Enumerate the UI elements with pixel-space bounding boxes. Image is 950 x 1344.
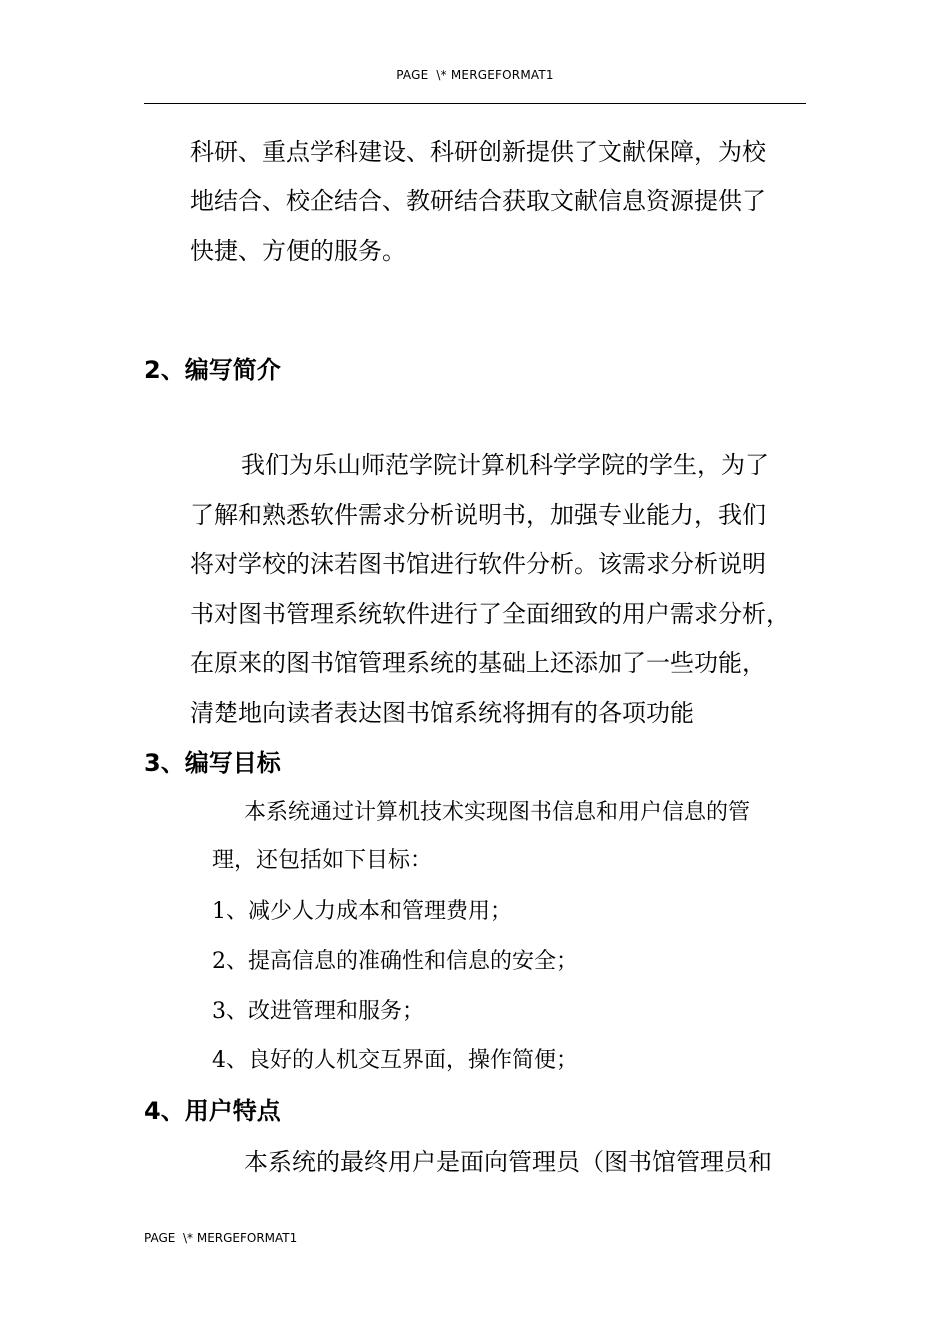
section-heading-2: 2、编写简介 xyxy=(144,356,281,384)
header-field-code: PAGE \* MERGEFORMAT1 xyxy=(396,68,554,82)
paragraph-line: 清楚地向读者表达图书馆系统将拥有的各项功能 xyxy=(190,699,694,727)
paragraph-line: 书对图书管理系统软件进行了全面细致的用户需求分析， xyxy=(190,600,790,628)
paragraph-line: 在原来的图书馆管理系统的基础上还添加了一些功能， xyxy=(190,649,766,677)
paragraph-line: 将对学校的沫若图书馆进行软件分析。该需求分析说明 xyxy=(190,550,766,578)
header-divider xyxy=(144,103,806,104)
section-heading-3: 3、编写目标 xyxy=(144,749,281,777)
paragraph-line: 我们为乐山师范学院计算机科学学院的学生，为了 xyxy=(241,451,769,479)
section-heading-4: 4、用户特点 xyxy=(144,1097,281,1125)
paragraph-line: 本系统通过计算机技术实现图书信息和用户信息的管 xyxy=(244,800,751,825)
goal-list-item: 3、改进管理和服务； xyxy=(212,999,424,1024)
paragraph-line: 地结合、校企结合、教研结合获取文献信息资源提供了 xyxy=(190,187,766,215)
goal-list-item: 4、良好的人机交互界面，操作简便； xyxy=(212,1048,578,1073)
paragraph-line: 本系统的最终用户是面向管理员（图书馆管理员和 xyxy=(244,1148,772,1176)
paragraph-line: 理，还包括如下目标： xyxy=(212,848,433,873)
paragraph-line: 快捷、方便的服务。 xyxy=(190,237,406,265)
goal-list-item: 1、减少人力成本和管理费用； xyxy=(212,899,512,924)
footer-field-code: PAGE \* MERGEFORMAT1 xyxy=(144,1231,298,1245)
paragraph-line: 了解和熟悉软件需求分析说明书，加强专业能力，我们 xyxy=(190,501,766,529)
paragraph-line: 科研、重点学科建设、科研创新提供了文献保障，为校 xyxy=(190,138,766,166)
goal-list-item: 2、提高信息的准确性和信息的安全； xyxy=(212,949,578,974)
